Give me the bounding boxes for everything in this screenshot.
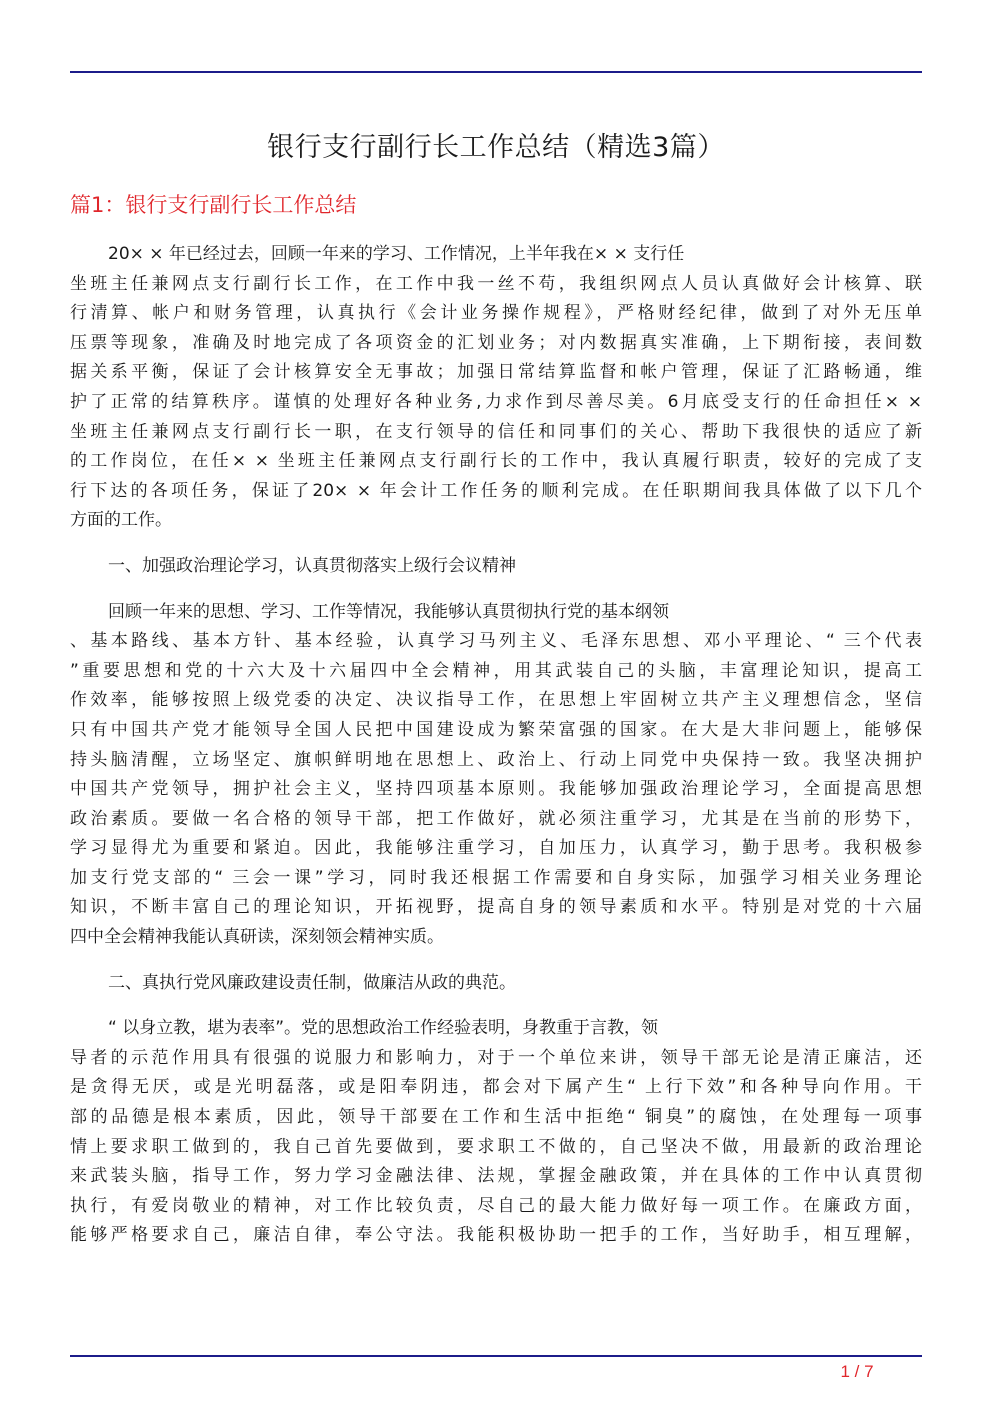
document-body [70, 240, 922, 1267]
section-title: 篇1：银行支行副行长工作总结 [70, 193, 357, 217]
paragraph-line: 行下达的各项任务，保证了20× × 年会计工作任务的顺利完成。在任职期间我具体做了以下几个 [70, 480, 922, 501]
paragraph-line: 坐班主任兼网点支行副行长一职，在支行领导的信任和同事们的关心、帮助下我很快的适应了新 [70, 421, 922, 442]
paragraph [70, 598, 922, 953]
paragraph-line: 20× × 年已经过去，回顾一年来的学习、工作情况，上半年我在× × 支行任 [108, 244, 685, 264]
paragraph-line: 加支行党支部的“ 三会一课”学习，同时我还根据工作需要和自身实际，加强学习相关业务理论 [70, 867, 922, 888]
paragraph-line: 四中全会精神我能认真研读，深刻领会精神实质。 [70, 927, 444, 948]
paragraph-line: 中国共产党领导，拥护社会主义，坚持四项基本原则。我能够加强政治理论学习，全面提高思想 [70, 779, 922, 800]
paragraph-line: 政治素质。要做一名合格的领导干部，把工作做好，就必须注重学习，尤其是在当前的形势下， [70, 808, 922, 829]
paragraph-line: 部的品德是根本素质，因此，领导干部要在工作和生活中拒绝“ 铜臭”的腐蚀，在处理每一项事 [70, 1107, 922, 1128]
paragraph-line: ”重要思想和党的十六大及十六届四中全会精神，用其武装自己的头脑，丰富理论知识，提高工 [70, 660, 922, 681]
paragraph-line: 执行，有爱岗敬业的精神，对工作比较负责，尽自己的最大能力做好每一项工作。在廉政方面， [70, 1195, 922, 1216]
subsection-heading: 一、加强政治理论学习，认真贯彻落实上级行会议精神 [108, 555, 516, 576]
subsection-heading: 二、真执行党风廉政建设责任制，做廉洁从政的典范。 [108, 972, 516, 993]
paragraph-line: 持头脑清醒，立场坚定、旗帜鲜明地在思想上、政治上、行动上同党中央保持一致。我坚决拥护 [70, 749, 922, 770]
paragraph-line: 压票等现象，准确及时地完成了各项资金的汇划业务；对内数据真实准确，上下期衔接，表间数 [70, 332, 922, 353]
paragraph-line: 回顾一年来的思想、学习、工作等情况，我能够认真贯彻执行党的基本纲领 [108, 601, 669, 622]
document-title: 银行支行副行长工作总结（精选3篇） [267, 132, 725, 163]
page-number: 1 / 7 [840, 1362, 874, 1381]
paragraph-line: 、基本路线、基本方针、基本经验，认真学习马列主义、毛泽东思想、邓小平理论、“ 三个代表 [70, 631, 922, 652]
paragraph-line: 据关系平衡，保证了会计核算安全无事故；加强日常结算监督和帐户管理，保证了汇路畅通，维 [70, 362, 922, 383]
paragraph [70, 1014, 922, 1251]
paragraph-line: 方面的工作。 [70, 510, 172, 531]
paragraph-line: “ 以身立教，堪为表率”。党的思想政治工作经验表明，身教重于言教，领 [108, 1018, 659, 1039]
paragraph-line: 情上要求职工做到的，我自己首先要做到，要求职工不做的，自己坚决不做，用最新的政治理论 [70, 1136, 922, 1157]
paragraph [70, 240, 922, 536]
paragraph-line: 护了正常的结算秩序。谨慎的处理好各种业务,力求作到尽善尽美。6月底受支行的任命担任× × [70, 391, 922, 412]
paragraph-line: 只有中国共产党才能领导全国人民把中国建设成为繁荣富强的国家。在大是大非问题上，能够保 [70, 719, 922, 740]
header-rule [70, 71, 922, 73]
paragraph-line: 知识，不断丰富自己的理论知识，开拓视野，提高自身的领导素质和水平。特别是对党的十六届 [70, 897, 922, 918]
footer-rule [70, 1355, 922, 1357]
paragraph-line: 导者的示范作用具有很强的说服力和影响力，对于一个单位来讲，领导干部无论是清正廉洁，还 [70, 1047, 922, 1068]
paragraph-line: 坐班主任兼网点支行副行长工作，在工作中我一丝不苟，我组织网点人员认真做好会计核算、联 [70, 273, 922, 294]
paragraph-line: 学习显得尤为重要和紧迫。因此，我能够注重学习，自加压力，认真学习，勤于思考。我积极参 [70, 838, 922, 859]
paragraph-line: 作效率，能够按照上级党委的决定、决议指导工作，在思想上牢固树立共产主义理想信念，坚信 [70, 690, 922, 711]
paragraph-line: 是贪得无厌，或是光明磊落，或是阳奉阴违，都会对下属产生“ 上行下效”和各种导向作用。干 [70, 1077, 922, 1098]
paragraph-line: 行清算、帐户和财务管理，认真执行《会计业务操作规程》，严格财经纪律，做到了对外无压单 [70, 303, 922, 324]
paragraph-line: 来武装头脑，指导工作，努力学习金融法律、法规，掌握金融政策，并在具体的工作中认真贯彻 [70, 1166, 922, 1187]
paragraph-line: 的工作岗位，在任× × 坐班主任兼网点支行副行长的工作中，我认真履行职责，较好的完成了支 [70, 451, 922, 472]
paragraph-line: 能够严格要求自己，廉洁自律，奉公守法。我能积极协助一把手的工作，当好助手，相互理解， [70, 1225, 922, 1246]
